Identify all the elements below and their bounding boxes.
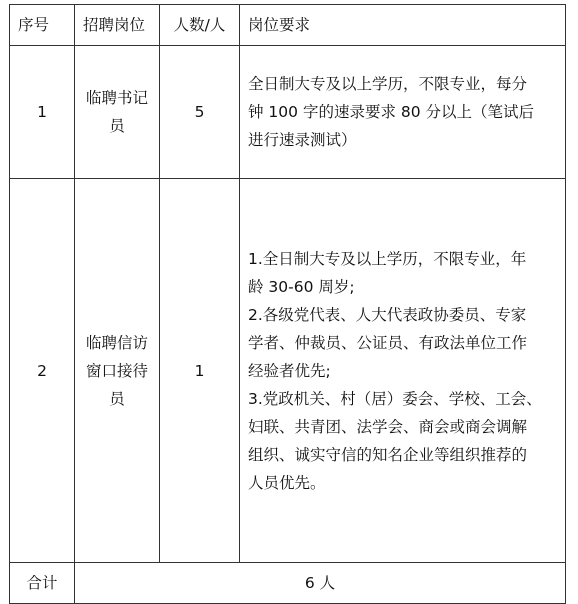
total-value-cell: 6 人 — [75, 563, 566, 604]
header-cell-count: 人数/人 — [160, 5, 240, 46]
position-cell — [75, 46, 160, 179]
position-line: 窗口接待 — [85, 361, 148, 380]
table-header-row — [10, 5, 566, 46]
position-line: 员 — [109, 389, 125, 408]
requirements-cell — [240, 179, 566, 563]
requirement-line: 妇联、共青团、法学会、商会或商会调解 — [248, 417, 528, 436]
row-index-cell: 1 — [10, 46, 75, 179]
total-label-cell: 合计 — [10, 563, 75, 604]
count-cell: 1 — [160, 179, 240, 563]
count-cell: 5 — [160, 46, 240, 179]
header-cell-position: 招聘岗位 — [75, 5, 160, 46]
position-line: 临聘信访 — [85, 333, 148, 352]
total-row — [10, 563, 566, 604]
requirement-line: 龄 30-60 周岁; — [248, 277, 355, 296]
table-row — [10, 179, 566, 563]
requirement-line: 钟 100 字的速录要求 80 分以上（笔试后 — [248, 103, 535, 121]
requirement-line: 3.党政机关、村（居）委会、学校、工会、 — [248, 389, 542, 408]
header-cell-requirements: 岗位要求 — [240, 5, 566, 46]
requirement-line: 组织、诚实守信的知名企业等组织推荐的 — [248, 445, 528, 464]
requirements-cell — [240, 46, 566, 179]
position-cell — [75, 179, 160, 563]
requirement-line: 学者、仲裁员、公证员、有政法单位工作 — [248, 333, 528, 352]
position-line: 临聘书记 — [85, 89, 148, 107]
requirement-line: 1.全日制大专及以上学历，不限专业，年 — [248, 249, 527, 268]
requirement-line: 人员优先。 — [248, 473, 326, 492]
requirement-line: 2.各级党代表、人大代表政协委员、专家 — [248, 305, 527, 324]
requirement-line: 全日制大专及以上学历，不限专业，每分 — [248, 75, 528, 93]
requirement-line: 进行速录测试） — [248, 131, 357, 149]
table-row — [10, 46, 566, 179]
header-cell-index: 序号 — [10, 5, 75, 46]
position-line: 员 — [109, 117, 125, 135]
requirement-line: 经验者优先; — [248, 361, 331, 380]
row-index-cell: 2 — [10, 179, 75, 563]
recruitment-table — [9, 4, 566, 604]
